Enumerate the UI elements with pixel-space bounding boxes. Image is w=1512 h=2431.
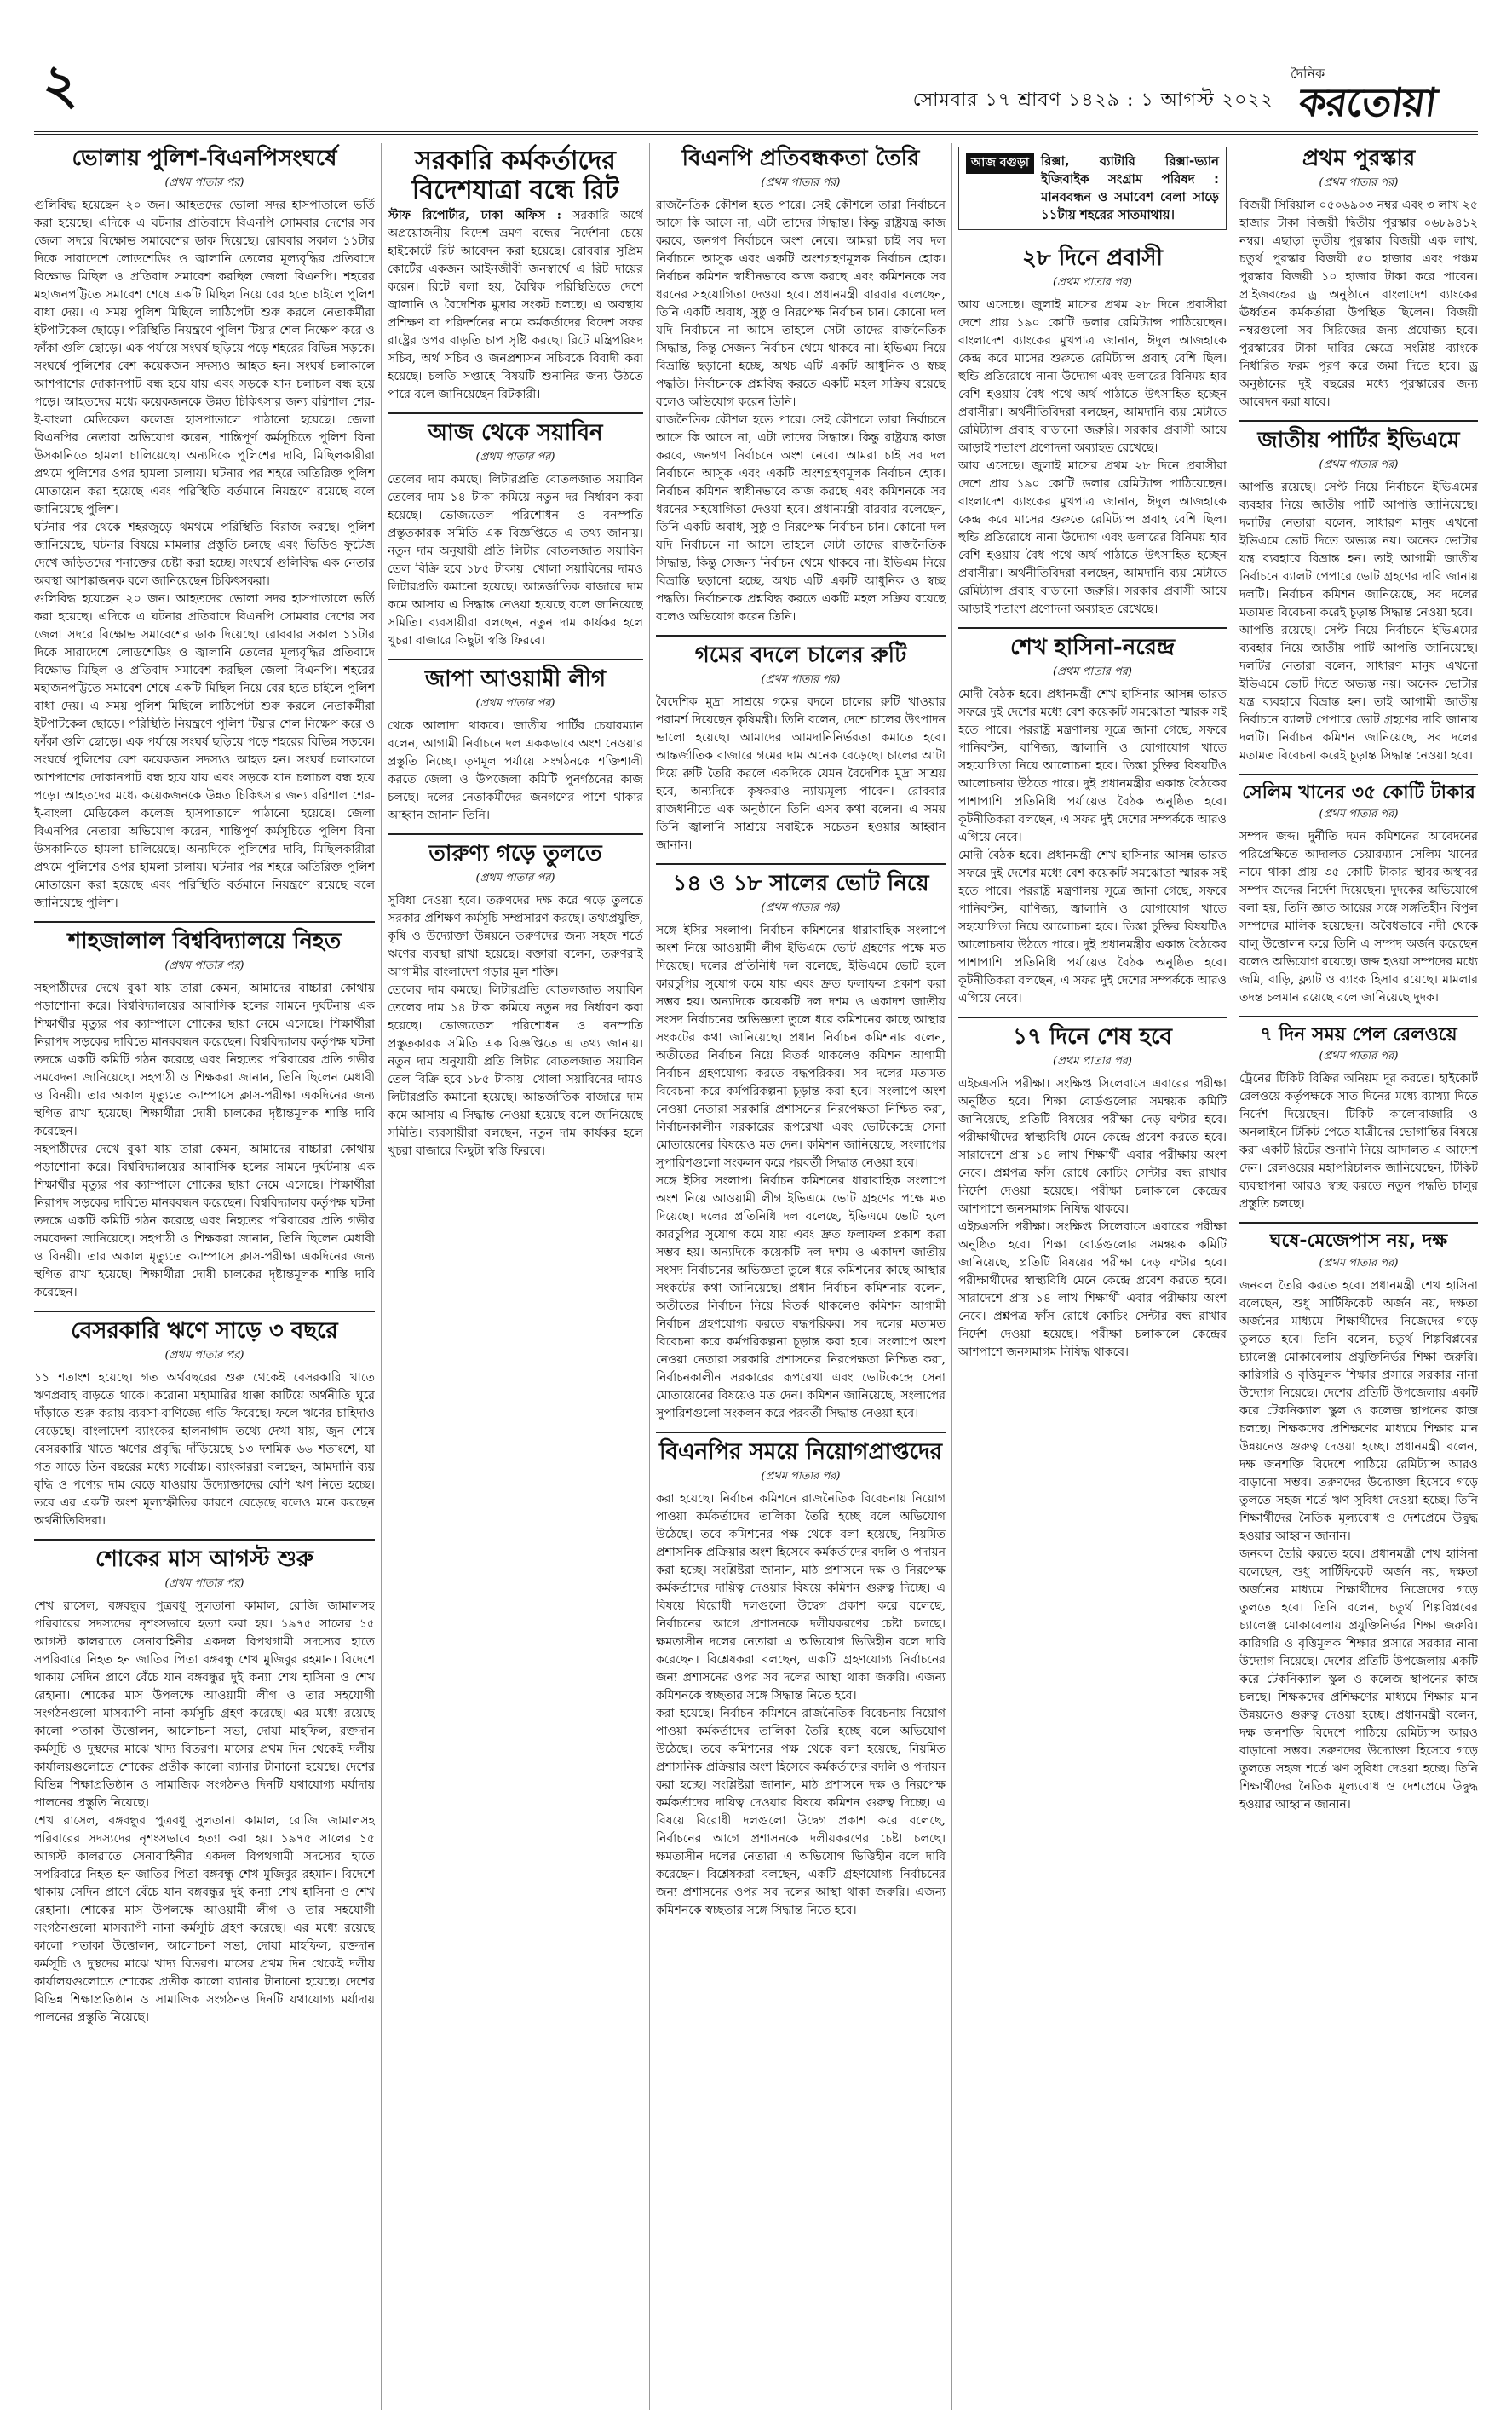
article-body: এইচএসসি পরীক্ষা। সংক্ষিপ্ত সিলেবাসে এবারের পরীক্ষা অনুষ্ঠিত হবে। শিক্ষা বোর্ডগুলোর সমন্বয়ক কমিটি জানিয়েছে, প্রতিটি বিষয়ের পরীক্ষা দেড় ঘণ্টার হবে। পরীক্ষার্থীদের স্বাস্থ্যবিধি মেনে কেন্দ্রে প্রবেশ করতে হবে। সারাদেশে প্রায় ১৪ লাখ শিক্ষার্থী এবার পরীক্ষায় অংশ নেবে। প্রশ্নপত্র ফাঁস রোধে কোচিং সেন্টার বন্ধ রাখার নির্দেশ দেওয়া হয়েছে। পরীক্ষা চলাকালে কেন্দ্রের আশপাশে জনসমাগম নিষিদ্ধ থাকবে। (958, 1219, 1227, 1359)
headline: শেখ হাসিনা-নরেন্দ্র (1009, 634, 1176, 660)
headline: শোকের মাস আগস্ট শুরু (95, 1546, 314, 1572)
logo-name: করতোয়া (1296, 79, 1440, 125)
article-vote (656, 872, 946, 1423)
divider (34, 1539, 375, 1541)
headline: বিএনপির সময়ে নিয়োগপ্রাপ্তদের (658, 1438, 943, 1465)
article-body: আয় এসেছে। জুলাই মাসের প্রথম ২৮ দিনে প্রবাসীরা দেশে প্রায় ১৯০ কোটি ডলার রেমিট্যান্স পাঠিয়েছেন। বাংলাদেশ ব্যাংকের মুখপাত্র জানান, ঈদুল আজহাকে কেন্দ্র করে মাসের শুরুতে রেমিট্যান্স প্রবাহ বেশি ছিল। হুন্ডি প্রতিরোধে নানা উদ্যোগ এবং ডলারের বিনিময় হার বেশি হওয়ায় বৈধ পথে অর্থ পাঠাতে উৎসাহিত হচ্ছেন প্রবাসীরা। অর্থনীতিবিদরা বলছেন, আমদানি ব্যয় মেটাতে রেমিট্যান্স প্রবাহ বাড়ানো জরুরি। সরকার প্রবাসী আয়ে আড়াই শতাংশ প্রণোদনা অব্যাহত রেখেছে। (958, 458, 1227, 616)
continued-note: (প্রথম পাতার পর) (1319, 176, 1399, 189)
article-body: শেখ রাসেল, বঙ্গবন্ধুর পুত্রবধূ সুলতানা কামাল, রোজি জামালসহ পরিবারের সদস্যদের নৃশংসভাবে হত্যা করা হয়। ১৯৭৫ সালের ১৫ আগস্ট কালরাতে সেনাবাহিনীর একদল বিপথগামী সদস্যের হাতে সপরিবারে নিহত হন জাতির পিতা বঙ্গবন্ধু শেখ মুজিবুর রহমান। বিদেশে থাকায় সেদিন প্রাণে বেঁচে যান বঙ্গবন্ধুর দুই কন্যা শেখ হাসিনা ও শেখ রেহানা। শোকের মাস উপলক্ষে আওয়ামী লীগ ও তার সহযোগী সংগঠনগুলো মাসব্যাপী নানা কর্মসূচি গ্রহণ করেছে। এর মধ্যে রয়েছে কালো পতাকা উত্তোলন, আলোচনা সভা, দোয়া মাহফিল, রক্তদান কর্মসূচি ও দুস্থদের মাঝে খাদ্য বিতরণ। মাসের প্রথম দিন থেকেই দলীয় কার্যালয়গুলোতে শোকের প্রতীক কালো ব্যানার টানানো হয়েছে। দেশের বিভিন্ন শিক্ষাপ্রতিষ্ঠান ও সামাজিক সংগঠনও দিনটি যথাযোগ্য মর্যাদায় পালনের প্রস্তুতি নিয়েছে। (34, 1599, 375, 1810)
headline: জাতীয় পার্টির ইভিএমে (1257, 427, 1460, 453)
article-body: আপত্তি রয়েছে। সেপ্ট নিয়ে নির্বাচনে ইভিএমের ব্যবহার নিয়ে জাতীয় পার্টি আপত্তি জানিয়েছে। দলটির নেতারা বলেন, সাধারণ মানুষ এখনো ইভিএমে ভোট দিতে অভ্যস্ত নয়। অনেক ভোটার যন্ত্র ব্যবহারে বিভ্রান্ত হন। তাই আগামী জাতীয় নির্বাচনে ব্যালট পেপারে ভোট গ্রহণের দাবি জানায় দলটি। নির্বাচন কমিশন জানিয়েছে, সব দলের মতামত বিবেচনা করেই চূড়ান্ত সিদ্ধান্ত নেওয়া হবে। (1239, 623, 1478, 763)
headline: ২৮ দিনে প্রবাসী (1022, 245, 1163, 271)
article-body: তেলের দাম কমছে। লিটারপ্রতি বোতলজাত সয়াবিন তেলের দাম ১৪ টাকা কমিয়ে নতুন দর নির্ধারণ করা হয়েছে। ভোজ্যতেল পরিশোধন ও বনস্পতি প্রস্তুতকারক সমিতি এক বিজ্ঞপ্তিতে এ তথ্য জানায়। নতুন দাম অনুযায়ী প্রতি লিটার বোতলজাত সয়াবিন তেল বিক্রি হবে ১৮৫ টাকায়। খোলা সয়াবিনের দামও লিটারপ্রতি কমানো হয়েছে। আন্তর্জাতিক বাজারে দাম কমে আসায় এ সিদ্ধান্ত নেওয়া হয়েছে বলে জানিয়েছে সমিতি। ব্যবসায়ীরা বলছেন, নতুন দাম কার্যকর হলে খুচরা বাজারে কিছুটা স্বস্তি ফিরবে। (388, 982, 643, 1158)
article-body: আপত্তি রয়েছে। সেপ্ট নিয়ে নির্বাচনে ইভিএমের ব্যবহার নিয়ে জাতীয় পার্টি আপত্তি জানিয়েছে। দলটির নেতারা বলেন, সাধারণ মানুষ এখনো ইভিএমে ভোট দিতে অভ্যস্ত নয়। অনেক ভোটার যন্ত্র ব্যবহারে বিভ্রান্ত হন। তাই আগামী জাতীয় নির্বাচনে ব্যালট পেপারে ভোট গ্রহণের দাবি জানায় দলটি। নির্বাচন কমিশন জানিয়েছে, সব দলের মতামত বিবেচনা করেই চূড়ান্ত সিদ্ধান্ত নেওয়া হবে। (1239, 480, 1478, 619)
article-probashi (958, 246, 1227, 619)
article-gomer (656, 643, 946, 855)
article-body: এইচএসসি পরীক্ষা। সংক্ষিপ্ত সিলেবাসে এবারের পরীক্ষা অনুষ্ঠিত হবে। শিক্ষা বোর্ডগুলোর সমন্বয়ক কমিটি জানিয়েছে, প্রতিটি বিষয়ের পরীক্ষা দেড় ঘণ্টার হবে। পরীক্ষার্থীদের স্বাস্থ্যবিধি মেনে কেন্দ্রে প্রবেশ করতে হবে। সারাদেশে প্রায় ১৪ লাখ শিক্ষার্থী এবার পরীক্ষায় অংশ নেবে। প্রশ্নপত্র ফাঁস রোধে কোচিং সেন্টার বন্ধ রাখার নির্দেশ দেওয়া হয়েছে। পরীক্ষা চলাকালে কেন্দ্রের আশপাশে জনসমাগম নিষিদ্ধ থাকবে। (958, 1076, 1227, 1216)
column-rule (649, 143, 650, 2410)
article-body: আয় এসেছে। জুলাই মাসের প্রথম ২৮ দিনে প্রবাসীরা দেশে প্রায় ১৯০ কোটি ডলার রেমিট্যান্স পাঠিয়েছেন। বাংলাদেশ ব্যাংকের মুখপাত্র জানান, ঈদুল আজহাকে কেন্দ্র করে মাসের শুরুতে রেমিট্যান্স প্রবাহ বেশি ছিল। হুন্ডি প্রতিরোধে নানা উদ্যোগ এবং ডলারের বিনিময় হার বেশি হওয়ায় বৈধ পথে অর্থ পাঠাতে উৎসাহিত হচ্ছেন প্রবাসীরা। অর্থনীতিবিদরা বলছেন, আমদানি ব্যয় মেটাতে রেমিট্যান্স প্রবাহ বাড়ানো জরুরি। সরকার প্রবাসী আয়ে আড়াই শতাংশ প্রণোদনা অব্যাহত রেখেছে। (958, 297, 1227, 455)
article-body: সঙ্গে ইসির সংলাপ। নির্বাচন কমিশনের ধারাবাহিক সংলাপে অংশ নিয়ে আওয়ামী লীগ ইভিএমে ভোট গ্রহণের পক্ষে মত দিয়েছে। দলের প্রতিনিধি দল বলেছে, ইভিএমে ভোট হলে কারচুপির সুযোগ কমে যায় এবং দ্রুত ফলাফল প্রকাশ করা সম্ভব হয়। অন্যদিকে কয়েকটি দল দশম ও একাদশ জাতীয় সংসদ নির্বাচনের অভিজ্ঞতা তুলে ধরে কমিশনের কাছে আস্থার সংকটের কথা জানিয়েছে। প্রধান নির্বাচন কমিশনার বলেন, অতীতের নির্বাচন নিয়ে বিতর্ক থাকলেও কমিশন আগামী নির্বাচন গ্রহণযোগ্য করতে বদ্ধপরিকর। সব দলের মতামত বিবেচনা করে কর্মপরিকল্পনা চূড়ান্ত করা হবে। সংলাপে অংশ নেওয়া নেতারা সরকারি প্রশাসনের নিরপেক্ষতা নিশ্চিত করা, নির্বাচনকালীন সরকারের রূপরেখা এবং ভোটকেন্দ্রে সেনা মোতায়েনের বিষয়েও মত দেন। কমিশন জানিয়েছে, সংলাপের সুপারিশগুলো সংকলন করে পরবর্তী সিদ্ধান্ত নেওয়া হবে। (656, 1173, 946, 1420)
article-niyog (656, 1440, 946, 1920)
divider (656, 863, 946, 865)
headline: প্রথম পুরস্কার (1302, 146, 1416, 171)
headline: ১৪ ও ১৮ সালের ভোট নিয়ে (672, 870, 929, 896)
article-beshorkari (34, 1319, 375, 1530)
divider (1239, 420, 1478, 422)
divider (388, 412, 643, 414)
article-body: ট্রেনের টিকিট বিক্রির অনিয়ম দূর করতে। হাইকোর্ট রেলওয়ে কর্তৃপক্ষকে সাত দিনের মধ্যে ব্যাখ্যা দিতে নির্দেশ দিয়েছেন। টিকিট কালোবাজারি ও অনলাইনে টিকিট পেতে যাত্রীদের ভোগান্তির বিষয়ে করা একটি রিটের শুনানি নিয়ে আদালত এ আদেশ দেন। রেলওয়ের মহাপরিচালক জানিয়েছেন, টিকিট ব্যবস্থাপনা আরও স্বচ্ছ করতে নতুন পদ্ধতি চালুর প্রস্তুতি চলছে। (1239, 1072, 1478, 1212)
article-body: সরকারি অর্থে অপ্রয়োজনীয় বিদেশ ভ্রমণ বন্ধের নির্দেশনা চেয়ে হাইকোর্টে রিট আবেদন করা হয়েছে। রোববার সুপ্রিম কোর্টের একজন আইনজীবী জনস্বার্থে এ রিট দায়ের করেন। রিটে বলা হয়, বৈশ্বিক পরিস্থিতিতে দেশে জ্বালানি ও বৈদেশিক মুদ্রার সংকট চলছে। এ অবস্থায় প্রশিক্ষণ বা পরিদর্শনের নামে কর্মকর্তাদের বিদেশ সফর রাষ্ট্রের ওপর বাড়তি চাপ সৃষ্টি করছে। রিটে মন্ত্রিপরিষদ সচিব, অর্থ সচিব ও জনপ্রশাসন সচিবকে বিবাদী করা হয়েছে। চলতি সপ্তাহে বিষয়টি শুনানির জন্য উঠতে পারে বলে জানিয়েছেন রিটকারী। (388, 209, 643, 401)
headline: গমের বদলে চালের রুটি (694, 642, 907, 668)
divider (1239, 774, 1478, 775)
headline: সেলিম খানের ৩৫ কোটি টাকার (1242, 781, 1475, 804)
continued-note: (প্রথম পাতার পর) (164, 959, 244, 972)
date-line: সোমবার ১৭ শ্রাবণ ১৪২৯ : ১ আগস্ট ২০২২ (912, 89, 1273, 111)
brief-tag: আজ বগুড়া (966, 153, 1034, 174)
headline: জাপা আওয়ামী লীগ (424, 665, 607, 692)
divider (1239, 1222, 1478, 1224)
divider (34, 921, 375, 923)
article-body: জনবল তৈরি করতে হবে। প্রধানমন্ত্রী শেখ হাসিনা বলেছেন, শুধু সার্টিফিকেট অর্জন নয়, দক্ষতা অর্জনের মাধ্যমে শিক্ষার্থীদের নিজেদের গড়ে তুলতে হবে। তিনি বলেন, চতুর্থ শিল্পবিপ্লবের চ্যালেঞ্জ মোকাবেলায় প্রযুক্তিনির্ভর শিক্ষা জরুরি। কারিগরি ও বৃত্তিমূলক শিক্ষার প্রসারে সরকার নানা উদ্যোগ নিয়েছে। দেশের প্রতিটি উপজেলায় একটি করে টেকনিক্যাল স্কুল ও কলেজ স্থাপনের কাজ চলছে। শিক্ষকদের প্রশিক্ষণের মাধ্যমে শিক্ষার মান উন্নয়নেও গুরুত্ব দেওয়া হচ্ছে। প্রধানমন্ত্রী বলেন, দক্ষ জনশক্তি বিদেশে পাঠিয়ে রেমিট্যান্স আরও বাড়ানো সম্ভব। তরুণদের উদ্যোক্তা হিসেবে গড়ে তুলতে সহজ শর্তে ঋণ সুবিধা দেওয়া হচ্ছে। তিনি শিক্ষার্থীদের নৈতিক মূল্যবোধ ও দেশপ্রেমে উদ্বুদ্ধ হওয়ার আহ্বান জানান। (1239, 1278, 1478, 1543)
continued-note: (প্রথম পাতার পর) (1053, 1054, 1132, 1068)
article-shahjalal (34, 930, 375, 1302)
article-body: রাজনৈতিক কৌশল হতে পারে। সেই কৌশলে তারা নির্বাচনে আসে কি আসে না, এটা তাদের সিদ্ধান্ত। কিন্তু রাষ্ট্রযন্ত্র কাজ করবে, জনগণ নির্বাচনে অংশ নেবে। আমরা চাই সব দল নির্বাচনে আসুক এবং একটি অংশগ্রহণমূলক নির্বাচন হোক। নির্বাচন কমিশন স্বাধীনভাবে কাজ করছে এবং কমিশনকে সব ধরনের সহযোগিতা দেওয়া হবে। প্রধানমন্ত্রী বারবার বলেছেন, তিনি একটি অবাধ, সুষ্ঠু ও নিরপেক্ষ নির্বাচন চান। কোনো দল যদি নির্বাচনে না আসে তাহলে সেটা তাদের রাজনৈতিক সিদ্ধান্ত, কিন্তু সেজন্য নির্বাচন থেমে থাকবে না। ইভিএম নিয়ে বিভ্রান্তি ছড়ানো হচ্ছে, অথচ এটি একটি আধুনিক ও স্বচ্ছ পদ্ধতি। নির্বাচনকে প্রশ্নবিদ্ধ করতে একটি মহল সক্রিয় রয়েছে বলেও অভিযোগ করেন তিনি। (656, 198, 946, 409)
continued-note: (প্রথম পাতার পর) (1319, 1256, 1399, 1270)
continued-note: (প্রথম পাতার পর) (164, 176, 244, 189)
article-body: সঙ্গে ইসির সংলাপ। নির্বাচন কমিশনের ধারাবাহিক সংলাপে অংশ নিয়ে আওয়ামী লীগ ইভিএমে ভোট গ্রহণের পক্ষে মত দিয়েছে। দলের প্রতিনিধি দল বলেছে, ইভিএমে ভোট হলে কারচুপির সুযোগ কমে যায় এবং দ্রুত ফলাফল প্রকাশ করা সম্ভব হয়। অন্যদিকে কয়েকটি দল দশম ও একাদশ জাতীয় সংসদ নির্বাচনের অভিজ্ঞতা তুলে ধরে কমিশনের কাছে আস্থার সংকটের কথা জানিয়েছে। প্রধান নির্বাচন কমিশনার বলেন, অতীতের নির্বাচন নিয়ে বিতর্ক থাকলেও কমিশন আগামী নির্বাচন গ্রহণযোগ্য করতে বদ্ধপরিকর। সব দলের মতামত বিবেচনা করে কর্মপরিকল্পনা চূড়ান্ত করা হবে। সংলাপে অংশ নেওয়া নেতারা সরকারি প্রশাসনের নিরপেক্ষতা নিশ্চিত করা, নির্বাচনকালীন সরকারের রূপরেখা এবং ভোটকেন্দ্রে সেনা মোতায়েনের বিষয়েও মত দেন। কমিশন জানিয়েছে, সংলাপের সুপারিশগুলো সংকলন করে পরবর্তী সিদ্ধান্ত নেওয়া হবে। (656, 923, 946, 1170)
article-body: সুবিধা দেওয়া হবে। তরুণদের দক্ষ করে গড়ে তুলতে সরকার প্রশিক্ষণ কর্মসূচি সম্প্রসারণ করছে। তথ্যপ্রযুক্তি, কৃষি ও উদ্যোক্তা উন্নয়নে তরুণদের জন্য সহজ শর্তে ঋণের ব্যবস্থা রাখা হয়েছে। বক্তারা বলেন, তরুণরাই আগামীর বাংলাদেশ গড়ার মূল শক্তি। (388, 893, 643, 979)
newspaper-logo (1291, 61, 1469, 125)
continued-note: (প্রথম পাতার পর) (475, 696, 555, 710)
continued-note: (প্রথম পাতার পর) (1319, 458, 1399, 471)
column-2 (388, 143, 643, 2410)
headline: বিএনপি প্রতিবন্ধকতা তৈরি (681, 146, 920, 171)
continued-note: (প্রথম পাতার পর) (1053, 275, 1132, 289)
article-selim-khan (1239, 782, 1478, 1007)
column-5 (1239, 143, 1478, 2410)
headline: ভোলায় পুলিশ-বিএনপিসংঘর্ষে (72, 146, 337, 171)
headline: শাহজালাল বিশ্ববিদ্যালয়ে নিহত (67, 928, 342, 954)
headline: তারুণ্য গড়ে তুলতে (428, 840, 602, 867)
article-body: মোদী বৈঠক হবে। প্রধানমন্ত্রী শেখ হাসিনার আসন্ন ভারত সফরে দুই দেশের মধ্যে বেশ কয়েকটি সমঝোতা স্মারক সই হতে পারে। পররাষ্ট্র মন্ত্রণালয় সূত্রে জানা গেছে, সফরে পানিবণ্টন, বাণিজ্য, জ্বালানি ও যোগাযোগ খাতে সহযোগিতা নিয়ে আলোচনা হবে। তিস্তা চুক্তির বিষয়টিও আলোচনায় উঠতে পারে। দুই প্রধানমন্ত্রীর একান্ত বৈঠকের পাশাপাশি প্রতিনিধি পর্যায়েও বৈঠক অনুষ্ঠিত হবে। কূটনীতিকরা বলছেন, এ সফর দুই দেশের সম্পর্ককে আরও এগিয়ে নেবে। (958, 687, 1227, 844)
divider (388, 833, 643, 835)
article-body: সম্পদ জব্দ। দুর্নীতি দমন কমিশনের আবেদনের পরিপ্রেক্ষিতে আদালত চেয়ারম্যান সেলিম খানের নামে থাকা প্রায় ৩৫ কোটি টাকার স্থাবর-অস্থাবর সম্পদ জব্দের নির্দেশ দিয়েছেন। দুদকের অভিযোগে বলা হয়, তিনি জ্ঞাত আয়ের সঙ্গে সঙ্গতিহীন বিপুল সম্পদের মালিক হয়েছেন। অবৈধভাবে নদী থেকে বালু উত্তোলন করে তিনি এ সম্পদ অর্জন করেছেন বলেও অভিযোগ রয়েছে। জব্দ হওয়া সম্পদের মধ্যে জমি, বাড়ি, ফ্ল্যাট ও ব্যাংক হিসাব রয়েছে। মামলার তদন্ত চলমান রয়েছে বলে জানিয়েছে দুদক। (1239, 830, 1478, 1005)
article-bhola (34, 147, 375, 913)
continued-note: (প্রথম পাতার পর) (164, 1576, 244, 1590)
article-tarunno (388, 842, 643, 1161)
headline: বেসরকারি ঋণে সাড়ে ৩ বছরে (71, 1317, 338, 1344)
headline: আজ থেকে সয়াবিন (428, 420, 603, 446)
column-1 (34, 143, 375, 2410)
brief-text: রিক্সা, ব্যাটারি রিক্সা-ভ্যান ইজিবাইক সংগ্রাম পরিষদ : মানববন্ধন ও সমাবেশ বেলা সাড়ে ১১টায় শহরের সাতমাথায়। (1041, 153, 1219, 222)
article-bnp-protibondhokota (656, 147, 946, 626)
headline: ঘষে-মেজেপাস নয়, দক্ষ (1269, 1230, 1448, 1253)
article-japa (388, 667, 643, 825)
continued-note: (প্রথম পাতার পর) (475, 450, 555, 464)
column-rule (951, 143, 952, 2410)
article-jatiyo-party (1239, 429, 1478, 765)
article-body: করা হয়েছে। নির্বাচন কমিশনে রাজনৈতিক বিবেচনায় নিয়োগ পাওয়া কর্মকর্তাদের তালিকা তৈরি হচ্ছে বলে অভিযোগ উঠেছে। তবে কমিশনের পক্ষ থেকে বলা হয়েছে, নিয়মিত প্রশাসনিক প্রক্রিয়ার অংশ হিসেবে কর্মকর্তাদের বদলি ও পদায়ন করা হচ্ছে। সংশ্লিষ্টরা জানান, মাঠ প্রশাসনে দক্ষ ও নিরপেক্ষ কর্মকর্তাদের দায়িত্ব দেওয়ার বিষয়ে কমিশন গুরুত্ব দিচ্ছে। এ বিষয়ে বিরোধী দলগুলো উদ্বেগ প্রকাশ করে বলেছে, নির্বাচনের আগে প্রশাসনকে দলীয়করণের চেষ্টা চলছে। ক্ষমতাসীন দলের নেতারা এ অভিযোগ ভিত্তিহীন বলে দাবি করেছেন। বিশ্লেষকরা বলছেন, একটি গ্রহণযোগ্য নির্বাচনের জন্য প্রশাসনের ওপর সব দলের আস্থা থাকা জরুরি। এজন্য কমিশনকে স্বচ্ছতার সঙ্গে সিদ্ধান্ত নিতে হবে। (656, 1706, 946, 1917)
divider (656, 635, 946, 637)
article-body: থেকে আলাদা থাকবে। জাতীয় পার্টির চেয়ারম্যান বলেন, আগামী নির্বাচনে দল এককভাবে অংশ নেওয়ার প্রস্তুতি নিচ্ছে। তৃণমূল পর্যায়ে সংগঠনকে শক্তিশালী করতে জেলা ও উপজেলা কমিটি পুনর্গঠনের কাজ চলছে। দলের নেতাকর্মীদের জনগণের পাশে থাকার আহ্বান জানান তিনি। (388, 718, 643, 822)
article-body: তেলের দাম কমছে। লিটারপ্রতি বোতলজাত সয়াবিন তেলের দাম ১৪ টাকা কমিয়ে নতুন দর নির্ধারণ করা হয়েছে। ভোজ্যতেল পরিশোধন ও বনস্পতি প্রস্তুতকারক সমিতি এক বিজ্ঞপ্তিতে এ তথ্য জানায়। নতুন দাম অনুযায়ী প্রতি লিটার বোতলজাত সয়াবিন তেল বিক্রি হবে ১৮৫ টাকায়। খোলা সয়াবিনের দামও লিটারপ্রতি কমানো হয়েছে। আন্তর্জাতিক বাজারে দাম কমে আসায় এ সিদ্ধান্ত নেওয়া হয়েছে বলে জানিয়েছে সমিতি। ব্যবসায়ীরা বলছেন, নতুন দাম কার্যকর হলে খুচরা বাজারে কিছুটা স্বস্তি ফিরবে। (388, 472, 643, 648)
column-4 (958, 143, 1227, 2410)
article-body: গুলিবিদ্ধ হয়েছেন ২০ জন। আহতদের ভোলা সদর হাসপাতালে ভর্তি করা হয়েছে। এদিকে এ ঘটনার প্রতিবাদে বিএনপি সোমবার দেশের সব জেলা সদরে বিক্ষোভ সমাবেশের ডাক দিয়েছে। রোববার সকাল ১১টার দিকে সারাদেশে লোডশেডিং ও জ্বালানি তেলের মূল্যবৃদ্ধির প্রতিবাদে বিক্ষোভ মিছিল ও প্রতিবাদ সমাবেশ করছিল জেলা বিএনপি। শহরের মহাজনপট্টিতে সমাবেশ শেষে একটি মিছিল নিয়ে বের হতে চাইলে পুলিশ বাধা দেয়। এ সময় পুলিশ মিছিলে লাঠিপেটা শুরু করলে নেতাকর্মীরা ইটপাটকেল ছোড়ে। পরিস্থিতি নিয়ন্ত্রণে পুলিশ টিয়ার শেল নিক্ষেপ করে ও ফাঁকা গুলি ছোড়ে। এক পর্যায়ে সংঘর্ষ ছড়িয়ে পড়ে শহরের বিভিন্ন সড়কে। সংঘর্ষে পুলিশের বেশ কয়েকজন সদস্যও আহত হন। সংঘর্ষ চলাকালে আশপাশের দোকানপাট বন্ধ হয়ে যায় এবং সড়কে যান চলাচল বন্ধ হয়ে পড়ে। আহতদের মধ্যে কয়েকজনকে উন্নত চিকিৎসার জন্য বরিশাল শের-ই-বাংলা মেডিকেল কলেজ হাসপাতালে পাঠানো হয়েছে। জেলা বিএনপির নেতারা অভিযোগ করেন, শান্তিপূর্ণ কর্মসূচিতে পুলিশ বিনা উসকানিতে হামলা চালিয়েছে। অন্যদিকে পুলিশের দাবি, মিছিলকারীরা প্রথমে পুলিশের ওপর হামলা চালায়। ঘটনার পর শহরে অতিরিক্ত পুলিশ মোতায়েন করা হয়েছে এবং পরিস্থিতি বর্তমানে নিয়ন্ত্রণে রয়েছে বলে জানিয়েছে পুলিশ। (34, 591, 375, 910)
continued-note: (প্রথম পাতার পর) (164, 1348, 244, 1362)
continued-note: (প্রথম পাতার পর) (761, 1469, 841, 1483)
column-rule (381, 143, 382, 2410)
continued-note: (প্রথম পাতার পর) (761, 901, 841, 914)
article-railway (1239, 1024, 1478, 1213)
divider (958, 627, 1227, 629)
article-body: বৈদেশিক মুদ্রা সাশ্রয়ে গমের বদলে চালের রুটি খাওয়ার পরামর্শ দিয়েছেন কৃষিমন্ত্রী। তিনি বলেন, দেশে চালের উৎপাদন ভালো হয়েছে। আমাদের আমদানিনির্ভরতা কমাতে হবে। আন্তর্জাতিক বাজারে গমের দাম অনেক বেড়েছে। চালের আটা দিয়ে রুটি তৈরি করলে একদিকে যেমন বৈদেশিক মুদ্রা সাশ্রয় হবে, অন্যদিকে কৃষকরাও ন্যায্যমূল্য পাবেন। রোববার রাজধানীতে এক অনুষ্ঠানে তিনি এসব কথা বলেন। এ সময় তিনি জ্বালানি সাশ্রয়ে সবাইকে সচেতন হওয়ার আহ্বান জানান। (656, 694, 946, 852)
article-body: করা হয়েছে। নির্বাচন কমিশনে রাজনৈতিক বিবেচনায় নিয়োগ পাওয়া কর্মকর্তাদের তালিকা তৈরি হচ্ছে বলে অভিযোগ উঠেছে। তবে কমিশনের পক্ষ থেকে বলা হয়েছে, নিয়মিত প্রশাসনিক প্রক্রিয়ার অংশ হিসেবে কর্মকর্তাদের বদলি ও পদায়ন করা হচ্ছে। সংশ্লিষ্টরা জানান, মাঠ প্রশাসনে দক্ষ ও নিরপেক্ষ কর্মকর্তাদের দায়িত্ব দেওয়ার বিষয়ে কমিশন গুরুত্ব দিচ্ছে। এ বিষয়ে বিরোধী দলগুলো উদ্বেগ প্রকাশ করে বলেছে, নির্বাচনের আগে প্রশাসনকে দলীয়করণের চেষ্টা চলছে। ক্ষমতাসীন দলের নেতারা এ অভিযোগ ভিত্তিহীন বলে দাবি করেছেন। বিশ্লেষকরা বলছেন, একটি গ্রহণযোগ্য নির্বাচনের জন্য প্রশাসনের ওপর সব দলের আস্থা থাকা জরুরি। এজন্য কমিশনকে স্বচ্ছতার সঙ্গে সিদ্ধান্ত নিতে হবে। (656, 1491, 946, 1702)
article-body: শেখ রাসেল, বঙ্গবন্ধুর পুত্রবধূ সুলতানা কামাল, রোজি জামালসহ পরিবারের সদস্যদের নৃশংসভাবে হত্যা করা হয়। ১৯৭৫ সালের ১৫ আগস্ট কালরাতে সেনাবাহিনীর একদল বিপথগামী সদস্যের হাতে সপরিবারে নিহত হন জাতির পিতা বঙ্গবন্ধু শেখ মুজিবুর রহমান। বিদেশে থাকায় সেদিন প্রাণে বেঁচে যান বঙ্গবন্ধুর দুই কন্যা শেখ হাসিনা ও শেখ রেহানা। শোকের মাস উপলক্ষে আওয়ামী লীগ ও তার সহযোগী সংগঠনগুলো মাসব্যাপী নানা কর্মসূচি গ্রহণ করেছে। এর মধ্যে রয়েছে কালো পতাকা উত্তোলন, আলোচনা সভা, দোয়া মাহফিল, রক্তদান কর্মসূচি ও দুস্থদের মাঝে খাদ্য বিতরণ। মাসের প্রথম দিন থেকেই দলীয় কার্যালয়গুলোতে শোকের প্রতীক কালো ব্যানার টানানো হয়েছে। দেশের বিভিন্ন শিক্ষাপ্রতিষ্ঠান ও সামাজিক সংগঠনও দিনটি যথাযোগ্য মর্যাদায় পালনের প্রস্তুতি নিয়েছে। (34, 1813, 375, 2025)
article-body: ঘটনার পর থেকে শহরজুড়ে থমথমে পরিস্থিতি বিরাজ করছে। পুলিশ জানিয়েছে, ঘটনার বিষয়ে মামলার প্রস্তুতি চলছে এবং ভিডিও ফুটেজ দেখে জড়িতদের শনাক্তের চেষ্টা করা হচ্ছে। সংঘর্ষে গুলিবিদ্ধ এক নেতার অবস্থা আশঙ্কাজনক বলে জানিয়েছেন চিকিৎসকরা। (34, 520, 375, 588)
article-prothom-puroskar (1239, 147, 1478, 412)
headline: সরকারি কর্মকর্তাদের বিদেশযাত্রা বন্ধে রিট (411, 146, 619, 205)
article-body: মোদী বৈঠক হবে। প্রধানমন্ত্রী শেখ হাসিনার আসন্ন ভারত সফরে দুই দেশের মধ্যে বেশ কয়েকটি সমঝোতা স্মারক সই হতে পারে। পররাষ্ট্র মন্ত্রণালয় সূত্রে জানা গেছে, সফরে পানিবণ্টন, বাণিজ্য, জ্বালানি ও যোগাযোগ খাতে সহযোগিতা নিয়ে আলোচনা হবে। তিস্তা চুক্তির বিষয়টিও আলোচনায় উঠতে পারে। দুই প্রধানমন্ত্রীর একান্ত বৈঠকের পাশাপাশি প্রতিনিধি পর্যায়েও বৈঠক অনুষ্ঠিত হবে। কূটনীতিকরা বলছেন, এ সফর দুই দেশের সম্পর্ককে আরও এগিয়ে নেবে। (958, 848, 1227, 1005)
continued-note: (প্রথম পাতার পর) (1319, 1050, 1399, 1063)
masthead (34, 55, 1478, 135)
bogura-brief (958, 147, 1227, 230)
article-body: রাজনৈতিক কৌশল হতে পারে। সেই কৌশলে তারা নির্বাচনে আসে কি আসে না, এটা তাদের সিদ্ধান্ত। কিন্তু রাষ্ট্রযন্ত্র কাজ করবে, জনগণ নির্বাচনে অংশ নেবে। আমরা চাই সব দল নির্বাচনে আসুক এবং একটি অংশগ্রহণমূলক নির্বাচন হোক। নির্বাচন কমিশন স্বাধীনভাবে কাজ করছে এবং কমিশনকে সব ধরনের সহযোগিতা দেওয়া হবে। প্রধানমন্ত্রী বারবার বলেছেন, তিনি একটি অবাধ, সুষ্ঠু ও নিরপেক্ষ নির্বাচন চান। কোনো দল যদি নির্বাচনে না আসে তাহলে সেটা তাদের রাজনৈতিক সিদ্ধান্ত, কিন্তু সেজন্য নির্বাচন থেমে থাকবে না। ইভিএম নিয়ে বিভ্রান্তি ছড়ানো হচ্ছে, অথচ এটি একটি আধুনিক ও স্বচ্ছ পদ্ধতি। নির্বাচনকে প্রশ্নবিদ্ধ করতে একটি মহল সক্রিয় রয়েছে বলেও অভিযোগ করেন তিনি। (656, 412, 946, 624)
headline: ৭ দিন সময় পেল রেলওয়ে (1260, 1024, 1457, 1046)
article-shok (34, 1547, 375, 2027)
divider (1239, 1016, 1478, 1017)
continued-note: (প্রথম পাতার পর) (761, 672, 841, 686)
divider (656, 1432, 946, 1433)
page-number: ২ (43, 53, 78, 117)
continued-note: (প্রথম পাতার পর) (1319, 808, 1399, 821)
article-sheikh-hasina (958, 636, 1227, 1008)
continued-note: (প্রথম পাতার পর) (475, 871, 555, 884)
headline: ১৭ দিনে শেষ হবে (1013, 1023, 1172, 1050)
article-ghoshe (1239, 1230, 1478, 1813)
continued-note: (প্রথম পাতার পর) (761, 176, 841, 189)
divider (34, 1311, 375, 1312)
continued-note: (প্রথম পাতার পর) (1053, 665, 1132, 678)
article-body: ১১ শতাংশ হয়েছে। গত অর্থবছরের শুরু থেকেই বেসরকারি খাতে ঋণপ্রবাহ বাড়তে থাকে। করোনা মহামারির ধাক্কা কাটিয়ে অর্থনীতি ঘুরে দাঁড়াতে শুরু করায় ব্যবসা-বাণিজ্যে গতি ফিরেছে। ফলে ঋণের চাহিদাও বেড়েছে। বাংলাদেশ ব্যাংকের হালনাগাদ তথ্যে দেখা যায়, জুন শেষে বেসরকারি খাতে ঋণের প্রবৃদ্ধি দাঁড়িয়েছে ১৩ দশমিক ৬৬ শতাংশে, যা গত সাড়ে তিন বছরের মধ্যে সর্বোচ্চ। ব্যাংকাররা বলছেন, আমদানি ব্যয় বৃদ্ধি ও পণ্যের দাম বেড়ে যাওয়ায় উদ্যোক্তাদের বেশি ঋণ নিতে হচ্ছে। তবে এর একটি অংশ মূল্যস্ফীতির কারণে বেড়েছে বলেও মনে করছেন অর্থনীতিবিদরা। (34, 1370, 375, 1528)
column-3 (656, 143, 946, 2410)
divider (388, 659, 643, 660)
article-sorkari (388, 147, 643, 404)
article-body: গুলিবিদ্ধ হয়েছেন ২০ জন। আহতদের ভোলা সদর হাসপাতালে ভর্তি করা হয়েছে। এদিকে এ ঘটনার প্রতিবাদে বিএনপি সোমবার দেশের সব জেলা সদরে বিক্ষোভ সমাবেশের ডাক দিয়েছে। রোববার সকাল ১১টার দিকে সারাদেশে লোডশেডিং ও জ্বালানি তেলের মূল্যবৃদ্ধির প্রতিবাদে বিক্ষোভ মিছিল ও প্রতিবাদ সমাবেশ করছিল জেলা বিএনপি। শহরের মহাজনপট্টিতে সমাবেশ শেষে একটি মিছিল নিয়ে বের হতে চাইলে পুলিশ বাধা দেয়। এ সময় পুলিশ মিছিলে লাঠিপেটা শুরু করলে নেতাকর্মীরা ইটপাটকেল ছোড়ে। পরিস্থিতি নিয়ন্ত্রণে পুলিশ টিয়ার শেল নিক্ষেপ করে ও ফাঁকা গুলি ছোড়ে। এক পর্যায়ে সংঘর্ষ ছড়িয়ে পড়ে শহরের বিভিন্ন সড়কে। সংঘর্ষে পুলিশের বেশ কয়েকজন সদস্যও আহত হন। সংঘর্ষ চলাকালে আশপাশের দোকানপাট বন্ধ হয়ে যায় এবং সড়কে যান চলাচল বন্ধ হয়ে পড়ে। আহতদের মধ্যে কয়েকজনকে উন্নত চিকিৎসার জন্য বরিশাল শের-ই-বাংলা মেডিকেল কলেজ হাসপাতালে পাঠানো হয়েছে। জেলা বিএনপির নেতারা অভিযোগ করেন, শান্তিপূর্ণ কর্মসূচিতে পুলিশ বিনা উসকানিতে হামলা চালিয়েছে। অন্যদিকে পুলিশের দাবি, মিছিলকারীরা প্রথমে পুলিশের ওপর হামলা চালায়। ঘটনার পর শহরে অতিরিক্ত পুলিশ মোতায়েন করা হয়েছে এবং পরিস্থিতি বর্তমানে নিয়ন্ত্রণে রয়েছে বলে জানিয়েছে পুলিশ। (34, 198, 375, 516)
article-body: সহপাঠীদের দেখে বুঝা যায় তারা কেমন, আমাদের বাচ্চারা কোথায় পড়াশোনা করে। বিশ্ববিদ্যালয়ের আবাসিক হলের সামনে দুর্ঘটনায় এক শিক্ষার্থীর মৃত্যুর পর ক্যাম্পাসে শোকের ছায়া নেমে এসেছে। শিক্ষার্থীরা নিরাপদ সড়কের দাবিতে মানববন্ধন করেছেন। বিশ্ববিদ্যালয় কর্তৃপক্ষ ঘটনা তদন্তে একটি কমিটি গঠন করেছে এবং নিহতের পরিবারের প্রতি গভীর সমবেদনা জানিয়েছে। সহপাঠী ও শিক্ষকরা জানান, তিনি ছিলেন মেধাবী ও বিনয়ী। তার অকাল মৃত্যুতে ক্যাম্পাসে ক্লাস-পরীক্ষা একদিনের জন্য স্থগিত রাখা হয়েছে। শিক্ষার্থীরা দোষী চালকের দৃষ্টান্তমূলক শাস্তি দাবি করেছেন। (34, 981, 375, 1138)
divider (958, 1017, 1227, 1018)
article-body: বিজয়ী সিরিয়াল ০৫০৬৯০৩ নম্বর এবং ৩ লাখ ২৫ হাজার টাকা বিজয়ী দ্বিতীয় পুরস্কার ০৬৮৯৪১২ নম্বর। এছাড়া তৃতীয় পুরস্কার বিজয়ী এক লাখ, চতুর্থ পুরস্কার বিজয়ী ৫০ হাজার এবং পঞ্চম পুরস্কার বিজয়ী ১০ হাজার টাকা করে পাবেন। প্রাইজবন্ডের ড্র অনুষ্ঠানে বাংলাদেশ ব্যাংকের ঊর্ধ্বতন কর্মকর্তারা উপস্থিত ছিলেন। বিজয়ী নম্বরগুলো সব সিরিজের জন্য প্রযোজ্য হবে। পুরস্কারের টাকা দাবির ক্ষেত্রে সংশ্লিষ্ট ব্যাংকে নির্ধারিত ফরম পূরণ করে জমা দিতে হবে। ড্র অনুষ্ঠানের দুই বছরের মধ্যে পুরস্কারের জন্য আবেদন করা যাবে। (1239, 198, 1478, 409)
article-body: জনবল তৈরি করতে হবে। প্রধানমন্ত্রী শেখ হাসিনা বলেছেন, শুধু সার্টিফিকেট অর্জন নয়, দক্ষতা অর্জনের মাধ্যমে শিক্ষার্থীদের নিজেদের গড়ে তুলতে হবে। তিনি বলেন, চতুর্থ শিল্পবিপ্লবের চ্যালেঞ্জ মোকাবেলায় প্রযুক্তিনির্ভর শিক্ষা জরুরি। কারিগরি ও বৃত্তিমূলক শিক্ষার প্রসারে সরকার নানা উদ্যোগ নিয়েছে। দেশের প্রতিটি উপজেলায় একটি করে টেকনিক্যাল স্কুল ও কলেজ স্থাপনের কাজ চলছে। শিক্ষকদের প্রশিক্ষণের মাধ্যমে শিক্ষার মান উন্নয়নেও গুরুত্ব দেওয়া হচ্ছে। প্রধানমন্ত্রী বলেন, দক্ষ জনশক্তি বিদেশে পাঠিয়ে রেমিট্যান্স আরও বাড়ানো সম্ভব। তরুণদের উদ্যোক্তা হিসেবে গড়ে তুলতে সহজ শর্তে ঋণ সুবিধা দেওয়া হচ্ছে। তিনি শিক্ষার্থীদের নৈতিক মূল্যবোধ ও দেশপ্রেমে উদ্বুদ্ধ হওয়ার আহ্বান জানান। (1239, 1547, 1478, 1812)
article-shesh-hobe (958, 1025, 1227, 1362)
byline: স্টাফ রিপোর্টার, ঢাকা অফিস : (388, 209, 561, 222)
logo-small-text: দৈনিক (1291, 66, 1325, 82)
article-shayabin (388, 421, 643, 650)
article-body: সহপাঠীদের দেখে বুঝা যায় তারা কেমন, আমাদের বাচ্চারা কোথায় পড়াশোনা করে। বিশ্ববিদ্যালয়ের আবাসিক হলের সামনে দুর্ঘটনায় এক শিক্ষার্থীর মৃত্যুর পর ক্যাম্পাসে শোকের ছায়া নেমে এসেছে। শিক্ষার্থীরা নিরাপদ সড়কের দাবিতে মানববন্ধন করেছেন। বিশ্ববিদ্যালয় কর্তৃপক্ষ ঘটনা তদন্তে একটি কমিটি গঠন করেছে এবং নিহতের পরিবারের প্রতি গভীর সমবেদনা জানিয়েছে। সহপাঠী ও শিক্ষকরা জানান, তিনি ছিলেন মেধাবী ও বিনয়ী। তার অকাল মৃত্যুতে ক্যাম্পাসে ক্লাস-পরীক্ষা একদিনের জন্য স্থগিত রাখা হয়েছে। শিক্ষার্থীরা দোষী চালকের দৃষ্টান্তমূলক শাস্তি দাবি করেছেন। (34, 1142, 375, 1299)
